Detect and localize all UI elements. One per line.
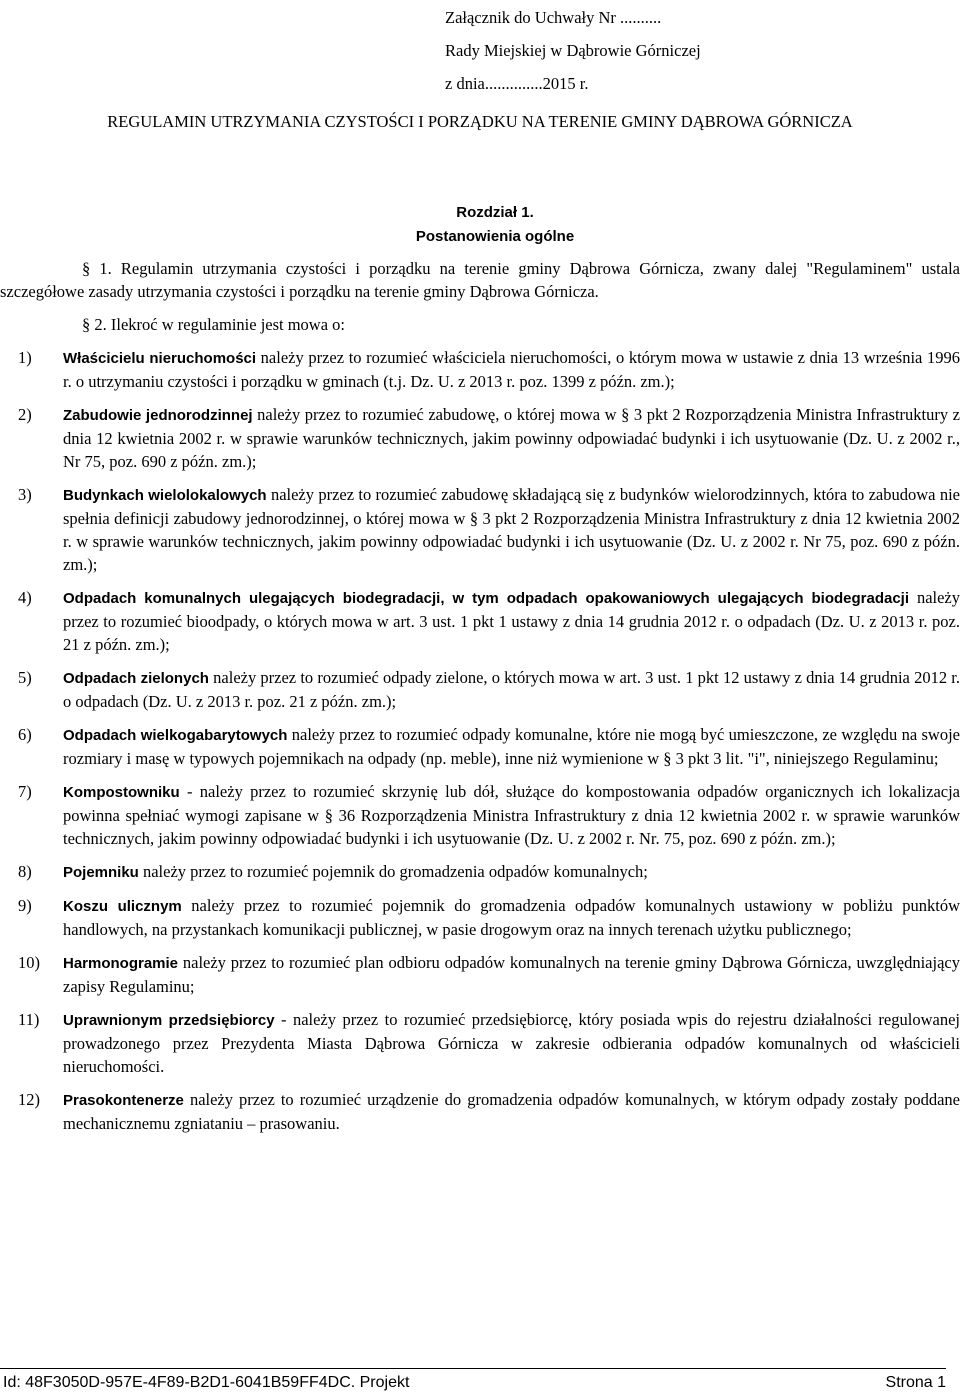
definition-number: 3): [18, 485, 32, 504]
definition-number: 11): [18, 1010, 40, 1029]
attachment-line-3: z dnia..............2015 r.: [445, 74, 589, 93]
definition-item: [0, 346, 960, 393]
definition-item: [0, 723, 960, 770]
definition-text: należy przez to rozumieć plan odbioru odpadów komunalnych na terenie gminy Dąbrowa Górnicza, uwzględniający zapisy Regulaminu;: [63, 953, 960, 996]
definition-number: 5): [18, 668, 32, 687]
definition-term: Kompostowniku: [63, 784, 180, 801]
definition-item: [0, 403, 960, 473]
page-footer: [0, 1368, 946, 1393]
chapter-number: Rozdział 1.: [456, 204, 534, 221]
attachment-header: [445, 1, 945, 100]
definition-number: 1): [18, 348, 32, 367]
definition-text: należy przez to rozumieć odpady zielone, o których mowa w art. 3 ust. 1 pkt 12 ustawy z dnia 14 grudnia 2012 r. o odpadach (Dz. U. z 2013 r. poz. 21 z późn. zm.);: [63, 668, 960, 711]
definition-text: należy przez to rozumieć zabudowę, o której mowa w § 3 pkt 2 Rozporządzenia Ministra Infrastruktury z dnia 12 kwietnia 2002 r. w sprawie warunków technicznych, jakim powinny odpowiadać budynki i ich usytuowanie (Dz. U. z 2002 r., Nr 75, poz. 690 z późn. zm.);: [63, 405, 960, 471]
definition-number: 10): [18, 953, 40, 972]
definition-text: - należy przez to rozumieć skrzynię lub dół, służące do kompostowania odpadów organicznych ich lokalizacja powinna spełniać wymogi zapisane w § 36 Rozporządzenia Ministra Infrastruktury z dnia 12 kwietnia 2002 r. w sprawie warunków technicznych, jakim powinny odpowiadać budynki i ich usytuowanie (Dz. U. z 2002 r. Nr. 75, poz. 690 z późn. zm.);: [63, 782, 960, 848]
definition-number: 12): [18, 1090, 40, 1109]
definition-item: [0, 666, 960, 713]
definition-text: należy przez to rozumieć odpady komunalne, które nie mogą być umieszczone, ze względu na swoje rozmiary i masę w typowych pojemnikach na odpady (np. meble), inne niż wymienione w § 3 pkt 3 lit. "i", niniejszego Regulaminu;: [63, 725, 960, 768]
definition-text: - należy przez to rozumieć przedsiębiorcę, który posiada wpis do rejestru działalności regulowanej prowadzonego przez Prezydenta Miasta Dąbrowa Górnicza w zakresie odbierania odpadów komunalnych od właścicieli nieruchomości.: [63, 1010, 960, 1076]
definition-item: [0, 1008, 960, 1078]
definition-item: [0, 483, 960, 576]
definition-text: należy przez to rozumieć pojemnik do gromadzenia odpadów komunalnych;: [138, 862, 648, 881]
definition-term: Odpadach wielkogabarytowych: [63, 727, 288, 744]
definition-text: należy przez to rozumieć urządzenie do gromadzenia odpadów komunalnych, w którym odpady zostały poddane mechanicznemu zgniataniu – prasowaniu.: [63, 1090, 960, 1133]
definition-term: Zabudowie jednorodzinnej: [63, 407, 253, 424]
definition-text: należy przez to rozumieć bioodpady, o których mowa w art. 3 ust. 1 pkt 1 ustawy z dnia 14 grudnia 2012 r. o odpadach (Dz. U. z 2013 r. poz. 21 z późn. zm.);: [63, 588, 960, 654]
definition-term: Odpadach komunalnych ulegających biodegradacji, w tym odpadach opakowaniowych ulegających biodegradacji: [63, 590, 910, 607]
section-2: § 2. Ilekroć w regulaminie jest mowa o:: [82, 315, 346, 334]
definition-term: Odpadach zielonych: [63, 670, 209, 687]
definition-term: Prasokontenerze: [63, 1092, 184, 1109]
definition-term: Budynkach wielolokalowych: [63, 487, 267, 504]
definition-number: 7): [18, 782, 32, 801]
definitions-list: [0, 346, 960, 1135]
definition-number: 2): [18, 405, 32, 424]
definition-number: 6): [18, 725, 32, 744]
document-body: [0, 257, 960, 1145]
definition-term: Właścicielu nieruchomości: [63, 350, 257, 367]
page-number: Strona 1: [885, 1374, 946, 1391]
definition-item: [0, 894, 960, 941]
definition-text: należy przez to rozumieć pojemnik do gromadzenia odpadów komunalnych ustawiony w pobliżu punktów handlowych, na przystankach komunikacji publicznej, w pasie drogowym oraz na innych terenach użytku publicznego;: [63, 896, 960, 939]
definition-item: [0, 586, 960, 656]
attachment-line-1: Załącznik do Uchwały Nr ..........: [445, 8, 662, 27]
definition-term: Harmonogramie: [63, 955, 179, 972]
definition-item: [0, 1088, 960, 1135]
attachment-line-2: Rady Miejskiej w Dąbrowie Górniczej: [445, 41, 701, 60]
chapter-title: Postanowienia ogólne: [415, 228, 575, 245]
document-title: REGULAMIN UTRZYMANIA CZYSTOŚCI I PORZĄDKU NA TERENIE GMINY DĄBROWA GÓRNICZA: [107, 112, 853, 131]
definition-term: Uprawnionym przedsiębiorcy: [63, 1012, 275, 1029]
definition-text: należy przez to rozumieć właściciela nieruchomości, o którym mowa w ustawie z dnia 13 września 1996 r. o utrzymaniu czystości i porządku w gminach (t.j. Dz. U. z 2013 r. poz. 1399 z późn. zm.);: [63, 348, 960, 391]
chapter-heading: [0, 201, 960, 249]
definition-item: [0, 951, 960, 998]
definition-item: [0, 860, 960, 884]
definition-number: 8): [18, 862, 32, 881]
definition-text: należy przez to rozumieć zabudowę składającą się z budynków wielorodzinnych, która to zabudowa nie spełnia definicji zabudowy jednorodzinnej, o której mowa w § 3 pkt 2 Rozporządzenia Ministra Infrastruktury z dnia 12 kwietnia 2002 r. w sprawie warunków technicznych, jakim powinny odpowiadać budynki i ich usytuowanie (Dz. U. z 2002 r. Nr 75, poz. 690 z późn. zm.);: [63, 485, 960, 574]
definition-term: Pojemniku: [63, 864, 139, 881]
document-id: Id: 48F3050D-957E-4F89-B2D1-6041B59FF4DC. Projekt: [3, 1374, 410, 1391]
definition-item: [0, 780, 960, 850]
definition-number: 4): [18, 588, 32, 607]
definition-term: Koszu ulicznym: [63, 898, 182, 915]
definition-number: 9): [18, 896, 32, 915]
section-1: § 1. Regulamin utrzymania czystości i porządku na terenie gminy Dąbrowa Górnicza, zwany dalej "Regulaminem" ustala szczegółowe zasady utrzymania czystości i porządku na terenie gminy Dąbrowa Górnicza.: [0, 259, 960, 301]
